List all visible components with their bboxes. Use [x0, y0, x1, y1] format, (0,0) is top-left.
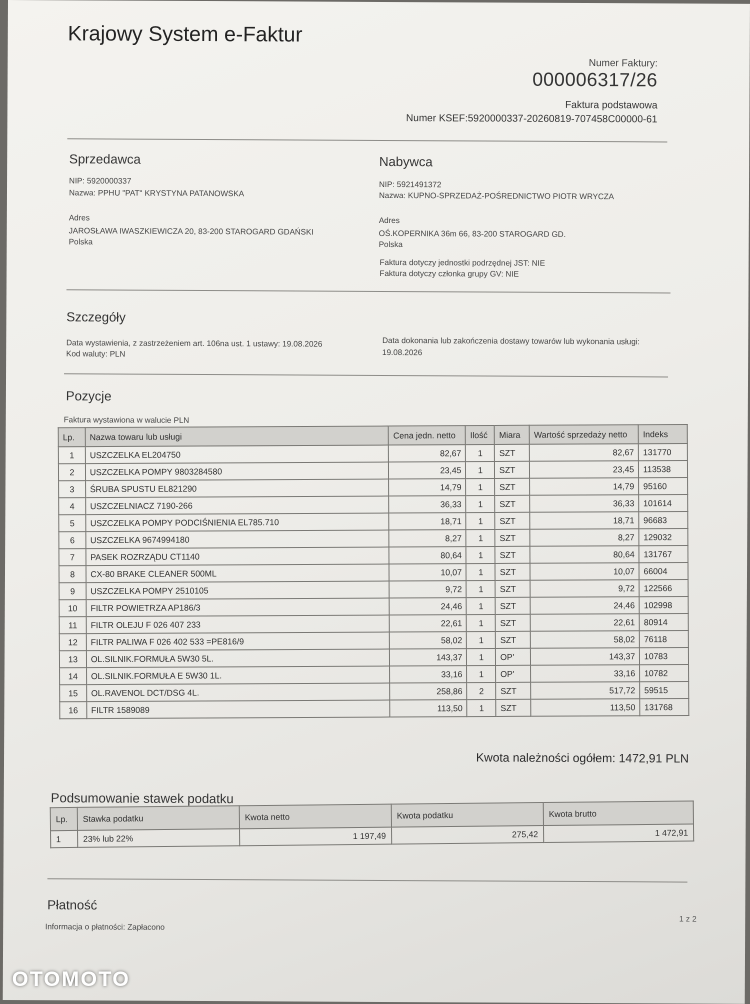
cell-qty: 1: [466, 563, 495, 580]
buyer-country: Polska: [378, 239, 403, 250]
cell-lp: 15: [60, 685, 87, 702]
payment-heading: Płatność: [47, 897, 98, 913]
cell-unit: SZT: [495, 529, 530, 546]
buyer-heading: Nabywca: [379, 153, 433, 170]
cell-unit: SZT: [495, 597, 530, 614]
cell-unit: SZT: [495, 563, 530, 580]
cell-index: 96683: [639, 511, 688, 528]
cell-index: 129032: [639, 528, 688, 545]
invoice-type: Faktura podstawowa: [565, 99, 658, 112]
cell-price: 24,46: [390, 598, 467, 615]
cell-net: 1 197,49: [239, 827, 391, 846]
cell-unit: SZT: [496, 699, 531, 716]
invoice-number-label: Numer Faktury:: [588, 58, 658, 70]
cell-qty: 2: [467, 682, 496, 699]
cell-index: 80914: [639, 613, 688, 630]
cell-lp: 9: [59, 583, 86, 600]
cell-unit: SZT: [496, 614, 531, 631]
buyer-jst: Faktura dotyczy jednostki podrzędnej JST: NIE: [379, 257, 546, 268]
cell-value: 23,45: [530, 461, 639, 479]
cell-value: 82,67: [530, 444, 639, 462]
cell-name: PASEK ROZRZĄDU CT1140: [86, 547, 390, 566]
cell-index: 59515: [640, 681, 689, 698]
cell-name: USZCZELKA POMPY 9803284580: [85, 462, 389, 481]
cell-price: 82,67: [389, 445, 466, 462]
cell-lp: 6: [59, 532, 86, 549]
cell-value: 143,37: [531, 648, 640, 666]
cell-value: 33,16: [531, 665, 640, 683]
cell-lp: 1: [51, 830, 78, 847]
cell-unit: SZT: [495, 580, 530, 597]
positions-heading: Pozycje: [65, 388, 112, 404]
column-header: Kwota brutto: [543, 801, 693, 826]
cell-index: 10783: [640, 647, 689, 664]
column-header: Nazwa towaru lub usługi: [85, 426, 389, 447]
cell-price: 58,02: [390, 632, 467, 649]
cell-index: 101614: [639, 494, 688, 511]
cell-qty: 1: [466, 495, 495, 512]
cell-qty: 1: [467, 648, 496, 665]
cell-price: 33,16: [390, 666, 467, 683]
cell-index: 76118: [639, 630, 688, 647]
cell-lp: 10: [59, 600, 86, 617]
invoice-paper: [3, 0, 750, 1004]
cell-unit: OP': [496, 648, 531, 665]
cell-name: USZCZELKA POMPY PODCIŚNIENIA EL785.710: [86, 513, 390, 532]
divider: [47, 878, 687, 882]
column-header: Kwota netto: [239, 804, 391, 829]
cell-value: 113,50: [531, 699, 640, 717]
cell-name: OL.RAVENOL DCT/DSG 4L.: [87, 683, 391, 702]
cell-index: 131767: [639, 545, 688, 562]
cell-price: 8,27: [389, 530, 466, 547]
delivery-date-label: Data dokonania lub zakończenia dostawy towarów lub wykonania usługi:: [382, 335, 640, 347]
buyer-name: Nazwa: KUPNO-SPRZEDAŻ-POŚREDNICTWO PIOTR WRYCZA: [378, 190, 614, 202]
cell-index: 95160: [639, 477, 688, 494]
cell-name: USZCZELKA POMPY 2510105: [86, 581, 390, 600]
details-heading: Szczegóły: [66, 309, 126, 325]
cell-unit: SZT: [495, 478, 530, 495]
seller-name: Nazwa: PPHU "PAT" KRYSTYNA PATANOWSKA: [68, 188, 245, 199]
cell-price: 9,72: [389, 581, 466, 598]
cell-qty: 1: [466, 444, 495, 461]
cell-value: 58,02: [531, 631, 640, 649]
divider: [66, 289, 670, 293]
cell-name: CX-80 BRAKE CLEANER 500ML: [86, 564, 390, 583]
cell-qty: 1: [466, 529, 495, 546]
cell-lp: 13: [59, 651, 86, 668]
cell-value: 10,07: [530, 563, 639, 581]
cell-index: 122566: [639, 579, 688, 596]
invoice-number-block: [406, 57, 658, 125]
cell-lp: 12: [59, 634, 86, 651]
cell-value: 9,72: [530, 580, 639, 598]
buyer-address-label: Adres: [378, 215, 400, 226]
total-amount: Kwota należności ogółem: 1472,91 PLN: [476, 750, 689, 766]
cell-value: 24,46: [530, 597, 639, 615]
tax-summary-table: [50, 800, 694, 848]
column-header: Ilość: [466, 425, 495, 444]
column-header: Kwota podatku: [391, 803, 543, 828]
cell-name: OL.SILNIK.FORMUŁA E 5W30 1L.: [86, 666, 390, 685]
cell-qty: 1: [466, 461, 495, 478]
cell-name: FILTR PALIWA F 026 402 533 =PE816/9: [86, 632, 390, 651]
buyer-address: OŚ.KOPERNIKA 36m 66, 83-200 STAROGARD GD.: [378, 228, 566, 239]
cell-lp: 2: [58, 464, 85, 481]
cell-price: 22,61: [390, 615, 467, 632]
cell-qty: 1: [467, 631, 496, 648]
cell-index: 131768: [640, 698, 689, 715]
cell-lp: 14: [60, 668, 87, 685]
positions-table: [58, 424, 690, 719]
cell-lp: 11: [59, 617, 86, 634]
page-indicator: 1 z 2: [679, 914, 697, 924]
cell-price: 14,79: [389, 479, 466, 496]
cell-qty: 1: [466, 580, 495, 597]
cell-name: FILTR POWIETRZA AP186/3: [86, 598, 390, 617]
cell-value: 517,72: [531, 682, 640, 700]
cell-lp: 4: [59, 498, 86, 515]
tax-summary-heading: Podsumowanie stawek podatku: [50, 790, 234, 807]
currency-note: Faktura wystawiona w walucie PLN: [63, 415, 190, 425]
cell-price: 80,64: [389, 547, 466, 564]
cell-price: 36,33: [389, 496, 466, 513]
cell-qty: 1: [466, 512, 495, 529]
column-header: Lp.: [58, 428, 85, 447]
seller-nip: NIP: 5920000337: [69, 176, 132, 186]
table-row: [60, 698, 689, 718]
invoice-number: 000006317/26: [532, 69, 658, 92]
cell-unit: SZT: [495, 461, 530, 478]
cell-value: 80,64: [530, 546, 639, 564]
cell-value: 36,33: [530, 495, 639, 513]
cell-qty: 1: [466, 546, 495, 563]
cell-name: ŚRUBA SPUSTU EL821290: [85, 479, 389, 498]
cell-unit: OP': [496, 665, 531, 682]
cell-qty: 1: [467, 597, 496, 614]
seller-address: JAROSŁAWA IWASZKIEWICZA 20, 83-200 STAROGARD GDAŃSKI: [68, 226, 314, 237]
cell-gross: 1 472,91: [543, 824, 693, 843]
cell-index: 131770: [638, 443, 687, 460]
cell-index: 102998: [639, 596, 688, 613]
cell-name: OL.SILNIK.FORMUŁA 5W30 5L.: [86, 649, 390, 668]
cell-qty: 1: [467, 699, 496, 716]
currency-code: Kod waluty: PLN: [66, 349, 126, 359]
column-header: Stawka podatku: [77, 806, 239, 831]
cell-value: 18,71: [530, 512, 639, 530]
cell-index: 66004: [639, 562, 688, 579]
cell-unit: SZT: [495, 495, 530, 512]
watermark-logo: OTOMOTO: [12, 968, 131, 991]
cell-lp: 1: [58, 447, 85, 464]
seller-address-label: Adres: [68, 213, 90, 223]
cell-value: 8,27: [530, 529, 639, 547]
column-header: Indeks: [638, 424, 687, 443]
cell-price: 10,07: [389, 564, 466, 581]
buyer-gv: Faktura dotyczy członka grupy GV: NIE: [379, 268, 519, 279]
cell-unit: SZT: [495, 512, 530, 529]
seller-heading: Sprzedawca: [69, 151, 141, 167]
cell-lp: 3: [59, 481, 86, 498]
delivery-date: 19.08.2026: [382, 347, 423, 358]
cell-price: 258,86: [390, 683, 467, 700]
buyer-nip: NIP: 5921491372: [379, 179, 442, 190]
column-header: Cena jedn. netto: [389, 426, 466, 445]
column-header: Lp.: [50, 807, 77, 830]
cell-qty: 1: [467, 665, 496, 682]
page-title: Krajowy System e-Faktur: [67, 22, 303, 47]
cell-qty: 1: [467, 614, 496, 631]
payment-info: Informacja o płatności: Zapłacono: [45, 922, 165, 932]
ksef-number: Numer KSEF:5920000337-20260819-707458C00000-61: [406, 113, 658, 126]
cell-lp: 7: [59, 549, 86, 566]
cell-index: 10782: [640, 664, 689, 681]
cell-name: USZCZELNIACZ 7190-266: [86, 496, 390, 515]
column-header: Wartość sprzedaży netto: [529, 425, 638, 445]
cell-index: 113538: [639, 460, 688, 477]
cell-value: 22,61: [530, 614, 639, 632]
cell-unit: SZT: [496, 631, 531, 648]
divider: [67, 138, 667, 142]
cell-price: 113,50: [390, 700, 467, 717]
issue-date: Data wystawienia, z zastrzeżeniem art. 106na ust. 1 ustawy: 19.08.2026: [66, 338, 323, 349]
cell-unit: SZT: [495, 546, 530, 563]
cell-tax: 275,42: [391, 826, 543, 845]
cell-value: 14,79: [530, 478, 639, 496]
cell-lp: 5: [59, 515, 86, 532]
cell-rate: 23% lub 22%: [77, 829, 239, 848]
cell-lp: 8: [59, 566, 86, 583]
cell-name: USZCZELKA 9674994180: [86, 530, 390, 549]
cell-lp: 16: [60, 702, 87, 719]
cell-unit: SZT: [495, 444, 530, 461]
cell-unit: SZT: [496, 682, 531, 699]
divider: [64, 373, 668, 377]
cell-price: 23,45: [389, 462, 466, 479]
cell-price: 18,71: [389, 513, 466, 530]
cell-name: USZCZELKA EL204750: [85, 445, 389, 464]
cell-qty: 1: [466, 478, 495, 495]
cell-price: 143,37: [390, 649, 467, 666]
cell-name: FILTR OLEJU F 026 407 233: [86, 615, 390, 634]
column-header: Miara: [495, 425, 530, 444]
cell-name: FILTR 1589089: [87, 700, 391, 719]
seller-country: Polska: [68, 237, 93, 247]
